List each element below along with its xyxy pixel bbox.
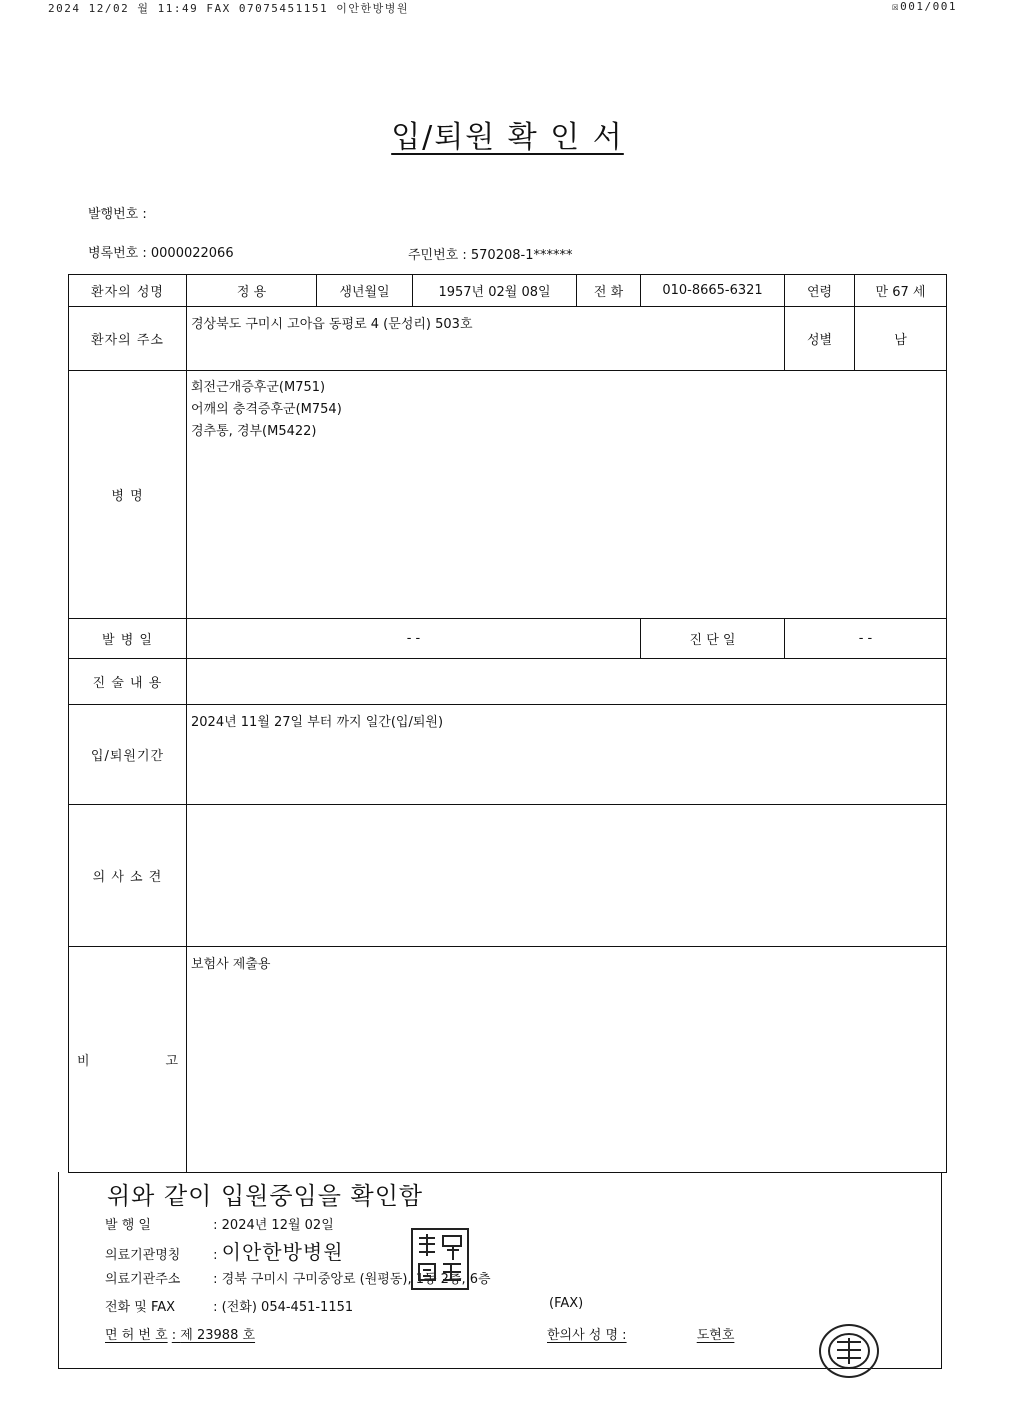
license-row — [105, 1324, 255, 1343]
remarks-label-right: 고 — [165, 1054, 178, 1069]
confirmation-statement: 위와 같이 입원중임을 확인함 — [107, 1182, 424, 1210]
onset-row — [69, 619, 947, 659]
treatment-label: 진 술 내 용 — [69, 659, 187, 705]
doctor-name: 도현호 — [696, 1328, 735, 1343]
license-label: 면 허 번 호 — [105, 1328, 168, 1343]
seal-pattern-icon — [413, 1230, 467, 1288]
phone-label: 전 화 — [577, 275, 641, 307]
issue-date-label: 발 행 일 — [105, 1218, 151, 1233]
remarks-value: 보험사 제출용 — [187, 947, 947, 1173]
resident-number-value: 570208-1****** — [470, 248, 573, 263]
address-value: 경상북도 구미시 고아읍 동평로 4 (문성리) 503호 — [187, 307, 785, 371]
stay-value: 2024년 11월 27일 부터 까지 일간(입/퇴원) — [187, 705, 947, 805]
colon: : — [213, 1218, 222, 1233]
opinion-label: 의 사 소 견 — [69, 805, 187, 947]
diagnosis-row — [69, 371, 947, 619]
certificate-footer — [58, 1172, 942, 1369]
issue-number-label: 발행번호 : — [88, 207, 147, 222]
record-number-value: 0000022066 — [150, 246, 234, 261]
certificate-table — [68, 274, 947, 1173]
license-value: 제 23988 호 — [180, 1328, 256, 1343]
address-label: 환자의 주소 — [69, 307, 187, 371]
remarks-label — [69, 947, 187, 1173]
document-title-wrapper — [0, 112, 1015, 156]
onset-value: - - — [187, 619, 641, 659]
colon: : — [213, 1248, 222, 1263]
treatment-value — [187, 659, 947, 705]
remarks-label-left: 비 — [77, 1054, 90, 1069]
diagnosis-label: 병 명 — [69, 371, 187, 619]
hospital-fax: (FAX) — [549, 1296, 584, 1311]
hospital-name-label: 의료기관명칭 — [105, 1248, 181, 1263]
stay-label: 입/퇴원기간 — [69, 705, 187, 805]
diagnosis-date-value: - - — [785, 619, 947, 659]
phone-fax-label: 전화 및 FAX — [105, 1300, 176, 1315]
onset-label: 발 병 일 — [69, 619, 187, 659]
document-title: 입/퇴원 확 인 서 — [391, 120, 624, 155]
sex-label: 성별 — [785, 307, 855, 371]
colon: : — [213, 1300, 222, 1315]
patient-name-label: 환자의 성명 — [69, 275, 187, 307]
hospital-address-label: 의료기관주소 — [105, 1272, 181, 1287]
issue-date-row — [105, 1214, 334, 1233]
record-number-label: 병록번호 : — [88, 246, 147, 261]
fax-page-number — [892, 0, 957, 13]
resident-number-label: 주민번호 : — [408, 248, 467, 263]
patient-name: 정 용 — [187, 275, 317, 307]
colon: : — [213, 1272, 222, 1287]
age-label: 연령 — [785, 275, 855, 307]
sex-value: 남 — [855, 307, 947, 371]
diagnosis-date-label: 진 단 일 — [641, 619, 785, 659]
age-value: 만 67 세 — [855, 275, 947, 307]
issue-number — [88, 203, 147, 222]
diagnosis-item: 경추통, 경부(M5422) — [191, 424, 317, 439]
phone-fax-row — [105, 1296, 353, 1315]
issue-date-value: 2024년 12월 02일 — [221, 1218, 334, 1233]
birth-date: 1957년 02월 08일 — [413, 275, 577, 307]
hospital-name-row — [105, 1236, 344, 1265]
resident-number — [408, 244, 572, 263]
fax-page-text: 001/001 — [900, 0, 957, 13]
opinion-value — [187, 805, 947, 947]
diagnosis-list — [187, 371, 947, 619]
hospital-name-value: 이안한방병원 — [221, 1240, 344, 1264]
doctor-label: 한의사 성 명 : — [547, 1328, 627, 1343]
hospital-address-value: 경북 구미시 구미중앙로 (원평동), 1동 2층, 6층 — [221, 1272, 491, 1287]
patient-row — [69, 275, 947, 307]
phone-number: 010-8665-6321 — [641, 275, 785, 307]
diagnosis-item: 어깨의 충격증후군(M754) — [191, 402, 342, 417]
fax-row — [549, 1296, 583, 1311]
remarks-row — [69, 947, 947, 1173]
opinion-row — [69, 805, 947, 947]
doctor-seal-stamp — [819, 1324, 879, 1378]
record-number — [88, 242, 234, 261]
diagnosis-item: 회전근개증후군(M751) — [191, 380, 326, 395]
seal-pattern-icon — [821, 1326, 877, 1376]
hospital-phone: (전화) 054-451-1151 — [221, 1300, 354, 1315]
birth-label: 생년월일 — [317, 275, 413, 307]
hospital-seal-stamp — [411, 1228, 469, 1290]
address-row — [69, 307, 947, 371]
checkbox-icon: ☒ — [892, 0, 901, 13]
treatment-row — [69, 659, 947, 705]
fax-header-line: 2024 12/02 월 11:49 FAX 07075451151 이안한방병원 — [48, 2, 410, 15]
doctor-row — [547, 1324, 734, 1343]
stay-row — [69, 705, 947, 805]
colon: : — [171, 1328, 181, 1343]
